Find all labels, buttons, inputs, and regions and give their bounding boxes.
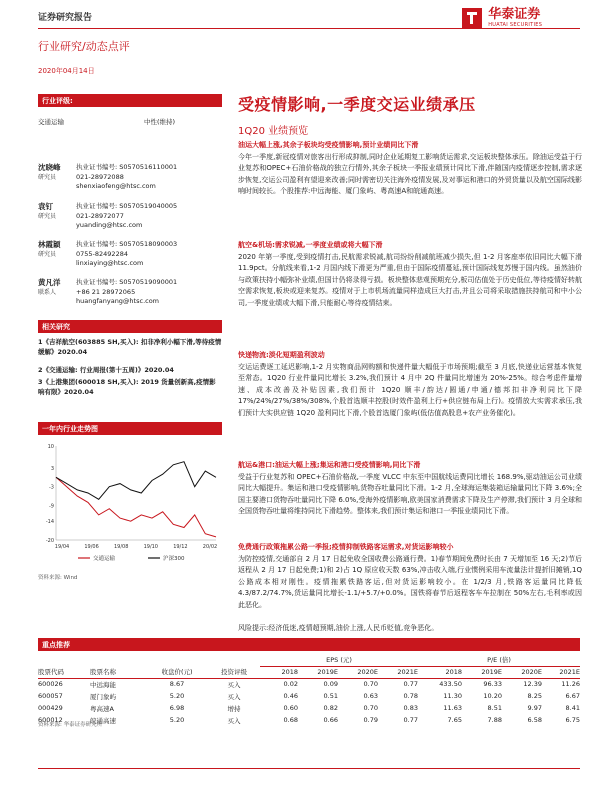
rating-value: 中性(维持) [144, 118, 176, 126]
table-cell: 0.78 [403, 692, 418, 700]
related-item[interactable]: 1《吉祥航空(603885 SH,买入): 扣非净利小幅下滑,等待疫情缓解》2020.04 [38, 338, 222, 356]
table-cell: 9.97 [527, 704, 542, 712]
analyst-role: 研究员 [38, 174, 57, 181]
analyst-license: 执业证书编号: S0570518090003 [76, 240, 178, 248]
related-research-header: 相关研究 [38, 320, 222, 333]
table-cell: 8.41 [565, 704, 580, 712]
section-heading: 油运大幅上涨,其余子板块均受疫情影响,预计业绩同比下滑 [238, 141, 419, 149]
col-header: 2019E [462, 666, 502, 678]
col-header: 2018 [260, 666, 298, 678]
header-divider [38, 28, 580, 29]
analyst-card [38, 202, 222, 236]
risk-warning: 风险提示:经济低迷,疫情超预期,油价上涨,人民币贬值,竞争恶化。 [238, 624, 439, 632]
analyst-email[interactable]: shenxiaofeng@htsc.com [76, 182, 156, 190]
table-cell: 买入 [227, 716, 241, 725]
table-cell: 433.50 [439, 680, 462, 689]
analyst-license: 执业证书编号: S0570516110001 [76, 163, 178, 171]
table-cell: 96.33 [483, 680, 502, 689]
table-cell: 11.26 [561, 680, 580, 689]
col-header: 2020E [502, 666, 542, 678]
logo-name-en: HUATAI SECURITIES [488, 22, 543, 28]
table-cell: 600057 [38, 692, 63, 700]
table-row [38, 702, 580, 714]
analyst-license: 执业证书编号: S0570519040005 [76, 202, 178, 210]
table-source: 资料来源: 华泰证券研究所 [38, 722, 103, 728]
table-cell: 5.20 [169, 716, 185, 724]
col-header: 收盘价(元) [146, 666, 208, 678]
analyst-name: 黄凡洋 [38, 278, 61, 287]
analyst-card [38, 278, 222, 312]
chart-source: 资料来源: Wind [38, 575, 78, 581]
table-cell: 8.51 [487, 704, 502, 712]
legend-label: 沪深300 [163, 556, 185, 562]
analyst-email[interactable]: huangfanyang@htsc.com [76, 297, 160, 305]
table-cell: 买入 [227, 680, 241, 689]
analyst-name: 林霞颖 [38, 240, 61, 249]
analyst-role: 研究员 [38, 213, 57, 220]
report-title: 受疫情影响,一季度交运业绩承压 [238, 95, 476, 114]
section-heading: 航空&机场:需求锐减,一季度业绩或将大幅下滑 [238, 241, 383, 249]
related-item[interactable]: 2《交通运输: 行业周报(第十五周)》2020.04 [38, 366, 174, 374]
table-cell: 600012 [38, 716, 63, 724]
rating-section-header: 行业评级: [38, 94, 222, 107]
analyst-card [38, 163, 222, 197]
report-type-label: 证券研究报告 [38, 13, 93, 23]
section-body: 为防控疫情,交通部自 2 月 17 日起免收全国收费公路通行费。1)春节期间免费时长由 7 天增加至 16 天;2)节后返程从 2 月 17 日起免费;1)和 2)占 1Q 原应收天数 63%,冲击收入端,行业惯例采用车流量法计提折旧摊销,1Q 公路成本相对刚性。疫情拖累铁路客运,但对货运影响较小。在 1/2/3 月,铁路客运量同比降低 4.3/87.2/74.7%,货运量同比增长-1.1/+5.7/+0.0%。国铁将春节后返程客车车拉制在 50%左右,毛利率或因此恶化。 [238, 555, 582, 609]
section-body: 今年一季度,新冠疫情对旅客出行形成抑制,同时企业延期复工影响货运需求,交运板块整体承压。除油运受益于行业复苏和OPEC+石油价格战的独立行情外,其余子板块一季报业绩预计同比下滑,伴随国内疫情逐步控制,需求逐步恢复,交运公司盈利有望迎来改善;同时需密切关注海外疫情发展,及对事运和港口的外贸货量以及航空国际线影响时间较长。个股推荐:中远海能、厦门象屿、粤高速A和皖通高速。 [238, 153, 582, 196]
table-cell: 买入 [227, 692, 241, 701]
table-row [38, 678, 580, 690]
table-row [38, 714, 580, 726]
eps-group-header: EPS (元) [260, 654, 418, 666]
table-cell: 0.77 [403, 716, 418, 724]
x-tick-label: 19/08 [113, 544, 129, 550]
analyst-email[interactable]: linxiaying@htsc.com [76, 259, 144, 267]
col-header: 2019E [298, 666, 338, 678]
series-line-transport [56, 477, 216, 537]
related-item[interactable]: 3《上港集团(600018 SH,买入): 2019 货量创新高,疫情影响有限》2020.04 [38, 378, 216, 396]
table-cell: 增持 [227, 704, 241, 713]
table-cell: 0.09 [323, 680, 338, 689]
table-cell: 6.58 [527, 716, 542, 724]
x-tick-label: 19/10 [143, 544, 159, 550]
y-tick-label: 10 [47, 444, 54, 450]
y-tick-label: -20 [45, 538, 54, 544]
section-heading: 免费通行政策拖累公路一季报;疫情抑制铁路客运需求,对货运影响较小 [238, 543, 454, 551]
table-cell: 6.75 [565, 716, 580, 724]
y-tick-label: 3 [50, 465, 54, 472]
table-cell: 厦门象屿 [90, 692, 116, 701]
table-cell: 0.70 [363, 704, 378, 712]
table-cell: 0.46 [283, 692, 298, 700]
table-cell: 粤高速A [90, 704, 114, 713]
y-tick-label: -3 [49, 484, 54, 491]
huatai-logo-icon [462, 8, 482, 28]
x-tick-label: 20/02 [202, 544, 218, 550]
col-header: 股票名称 [90, 666, 146, 678]
table-cell: 0.82 [323, 704, 338, 712]
analyst-card [38, 240, 222, 274]
analyst-phone: 0755-82492284 [76, 249, 128, 258]
report-date: 2020年04月14日 [38, 67, 95, 75]
table-cell: 11.63 [443, 704, 462, 712]
pe-group-header: P/E (倍) [418, 654, 580, 666]
analyst-role: 研究员 [38, 251, 57, 258]
trend-chart-header: 一年内行业走势图 [38, 422, 222, 435]
analyst-phone: 021-28972077 [76, 211, 124, 220]
section-body: 交运运费逐工延迟影响,1-2 月实物商品网购额和快递件量大幅低于市场预期;截至 3 月底,快递业运营基本恢复至常态。1Q20 行业件量同比增长 3.2%,我们预计 4 月中 2Q 件量同比增速为 20%-25%。综合考虑件量增速、成本改善及补贴因素,我们预计 1Q20 顺丰/韵达/圆通/申通/德邦扣非净利同比下降 17%/24%/27%/38%/308%,个股首选顺丰控股(时效件盈利上行+供应链布局上行)。疫情放大实需求承压,我们预计大实供应链 1Q20 盈利同比下滑,个股首选厦门象屿(低估值高股息+农产业务催化)。 [238, 363, 582, 417]
col-header: 股票代码 [38, 666, 90, 678]
table-cell: 皖通高速 [90, 716, 116, 725]
analyst-phone: 021-28972088 [76, 172, 124, 181]
analyst-phone: +86 21 28972065 [76, 287, 136, 296]
section-body: 受益于行业复苏和 OPEC+石油价格战,一季度 VLCC 中东至中国航线运费同比增长 168.9%,驱动油运公司业绩同比大幅提升。集运和港口受疫情影响,货物吞吐量同比下滑。1-2 月,全球海运集装箱运输量同比下降 3.6%;全国主要港口货物吞吐量同比下降 6.0%,受海外疫情影响,欧美国家消费需求下降及生产停滞,我们预计 3 月全球和全国货物吞吐量将维持同比下滑趋势。整体来,我们预计集运和港口一季报业绩同比下滑。 [238, 473, 582, 516]
table-cell: 0.79 [363, 716, 378, 724]
table-cell: 0.70 [363, 680, 378, 689]
table-cell: 11.30 [443, 692, 462, 700]
table-cell: 中远海能 [90, 680, 116, 689]
col-header: 投资评级 [208, 666, 260, 678]
y-tick-label: -14 [45, 519, 54, 526]
analyst-role: 联系人 [38, 289, 57, 296]
col-header: 2020E [338, 666, 378, 678]
table-cell: 0.68 [283, 716, 298, 724]
analyst-email[interactable]: yuanding@htsc.com [76, 221, 143, 229]
analyst-license: 执业证书编号: S0570519090001 [76, 278, 178, 286]
table-cell: 8.67 [169, 680, 185, 689]
table-row [38, 690, 580, 702]
series-line-hs300 [56, 462, 216, 500]
col-header: 2021E [378, 666, 418, 678]
table-cell: 600026 [38, 680, 63, 689]
table-cell: 0.60 [283, 704, 298, 712]
logo-name-cn: 华泰证券 [488, 7, 541, 22]
table-cell: 000429 [38, 704, 63, 712]
trend-line-chart [38, 440, 222, 570]
table-cell: 0.63 [363, 692, 378, 700]
y-tick-label: -9 [49, 503, 54, 510]
table-cell: 6.67 [565, 692, 580, 700]
col-header: 2018 [418, 666, 462, 678]
table-cell: 12.39 [523, 680, 542, 689]
x-tick-label: 19/06 [84, 544, 99, 550]
report-subtitle: 1Q20 业绩预览 [238, 126, 309, 137]
industry-name: 交通运输 [38, 118, 64, 126]
recommendation-header: 重点推荐 [38, 638, 580, 651]
table-cell: 7.65 [447, 716, 462, 724]
analyst-name: 袁钉 [38, 202, 53, 211]
col-header: 2021E [542, 666, 580, 678]
table-cell: 5.20 [169, 692, 185, 700]
x-tick-label: 19/04 [54, 544, 70, 550]
table-cell: 0.83 [403, 704, 418, 712]
table-cell: 0.51 [323, 692, 338, 700]
table-cell: 6.98 [169, 704, 185, 712]
table-cell: 0.66 [323, 716, 338, 724]
analyst-name: 沈晓峰 [38, 163, 61, 172]
table-cell: 7.88 [487, 716, 502, 724]
x-tick-label: 19/12 [173, 544, 188, 550]
section-body: 2020 年第一季度,受到疫情打击,民航需求锐减,航司纷纷削减航班减少损失,但 1-2 月客座率依旧同比大幅下滑 11.9pct。分航线来看,1-2 月国内线下滑更为严重,但由于国际疫情蔓延,预计国际线复苏慢于国内线。虽然油价与政策扶持小幅弥补业绩,但国计仍将录得亏损。板块整体悲观预期充分,板司估值处于历史低位,等待疫情好转航空需求恢复,板块或迎来复苏。疫情对于上市机场流量同样造成巨大打击,并且公司将采取措施扶持航司和中小公司,一季度业绩或大幅下滑,只能耐心等待疫情结束。 [238, 253, 582, 307]
section-heading: 快递物流:淡化短期盈利波动 [238, 351, 325, 359]
recommendation-table [38, 654, 580, 726]
section-heading: 航运&港口:油运大幅上涨;集运和港口受疫情影响,同比下滑 [238, 461, 421, 469]
footer-divider [38, 768, 580, 769]
table-cell: 0.77 [403, 680, 418, 689]
report-category: 行业研究/动态点评 [38, 40, 130, 53]
table-cell: 8.25 [527, 692, 542, 700]
table-cell: 10.20 [483, 692, 502, 700]
table-cell: 0.02 [283, 680, 298, 689]
legend-label: 交通运输 [93, 556, 116, 562]
